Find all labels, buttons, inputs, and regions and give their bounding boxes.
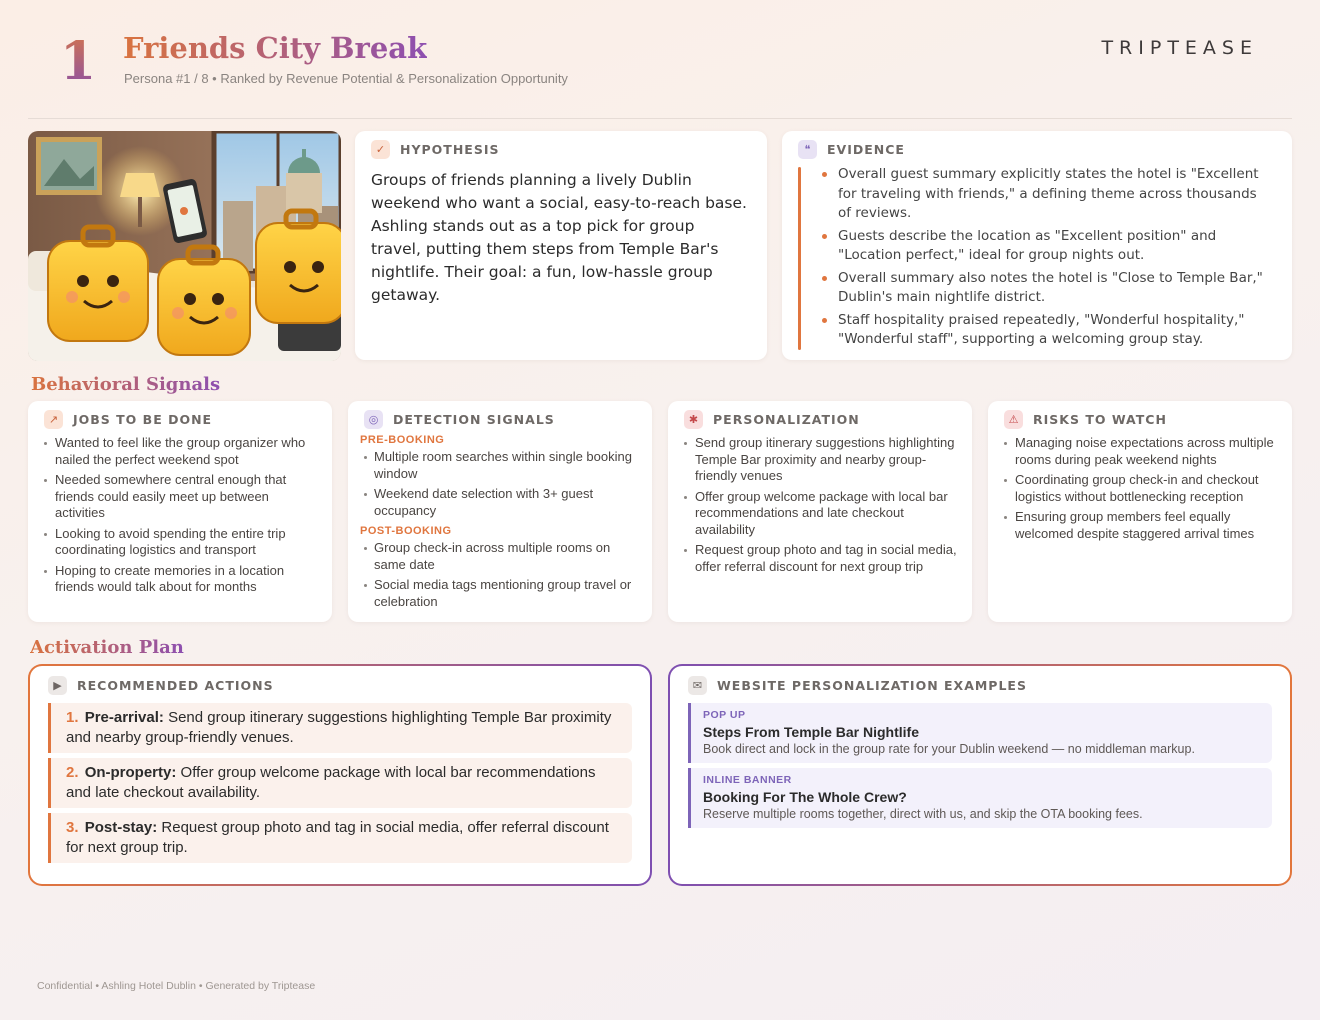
personalization-header (684, 410, 860, 429)
list-item: Group check-in across multiple rooms on same date (360, 540, 638, 573)
risks-list (1004, 435, 1278, 546)
action-text: Request group photo and tag in social media, offer referral discount for next group trip. (66, 819, 609, 856)
list-item: Managing noise expectations across multiple rooms during peak weekend nights (1004, 435, 1278, 468)
evidence-accent-bar (798, 167, 801, 350)
arrow-up-right-icon: ↗ (44, 410, 63, 429)
list-item: Looking to avoid spending the entire trip coordinating logistics and transport (44, 526, 318, 559)
recommended-label: RECOMMENDED ACTIONS (77, 678, 274, 693)
header (0, 0, 1320, 120)
evidence-card (782, 131, 1292, 360)
web-example-popup (688, 703, 1272, 763)
action-number: 2. (66, 764, 79, 781)
post-booking-label: POST-BOOKING (360, 525, 452, 537)
activation-plan-heading: Activation Plan (30, 637, 184, 658)
evidence-header (798, 140, 905, 159)
evidence-item: Staff hospitality praised repeatedly, "Wonderful hospitality," "Wonderful staff", supporting a welcoming group stay. (822, 311, 1272, 350)
header-divider (28, 118, 1292, 119)
recommended-actions-card (28, 664, 652, 886)
target-icon: ◎ (364, 410, 383, 429)
post-booking-list (360, 540, 638, 610)
list-item: Hoping to create memories in a location friends would talk about for months (44, 563, 318, 596)
website-personalization-card (668, 664, 1292, 886)
sparkle-icon: ✱ (684, 410, 703, 429)
list-item: Wanted to feel like the group organizer who nailed the perfect weekend spot (44, 435, 318, 468)
personalization-label: PERSONALIZATION (713, 412, 860, 427)
page-title: Friends City Break (123, 31, 428, 65)
footer: Confidential • Ashling Hotel Dublin • Generated by Triptease (37, 980, 316, 992)
action-post-stay (48, 813, 632, 863)
list-item: Ensuring group members feel equally welcomed despite staggered arrival times (1004, 509, 1278, 542)
page-subtitle: Persona #1 / 8 • Ranked by Revenue Potential & Personalization Opportunity (124, 71, 568, 86)
jobs-to-be-done-card (28, 401, 332, 622)
evidence-label: EVIDENCE (827, 142, 905, 157)
action-on-property (48, 758, 632, 808)
persona-illustration (28, 131, 341, 361)
evidence-item: Overall summary also notes the hotel is "Close to Temple Bar," Dublin's main nightlife district. (822, 269, 1272, 308)
risks-label: RISKS TO WATCH (1033, 412, 1167, 427)
personalization-card (668, 401, 972, 622)
evidence-item: Overall guest summary explicitly states the hotel is "Excellent for traveling with friends," a defining theme across thousands of reviews. (822, 165, 1272, 224)
personalization-list (684, 435, 958, 579)
list-item: Multiple room searches within single booking window (360, 449, 638, 482)
list-item: Offer group welcome package with local bar recommendations and late checkout availability (684, 489, 958, 539)
action-key: On-property: (84, 764, 177, 781)
detection-content (360, 434, 638, 616)
evidence-item: Guests describe the location as "Excellent position" and "Location perfect," ideal for group nights out. (822, 227, 1272, 266)
web-example-tag: INLINE BANNER (703, 774, 792, 786)
list-item: Needed somewhere central enough that friends could easily meet up between activities (44, 472, 318, 522)
detection-signals-card (348, 401, 652, 622)
check-icon: ✓ (371, 140, 390, 159)
hypothesis-card (355, 131, 767, 360)
persona-number: 1 (60, 31, 97, 92)
list-item: Weekend date selection with 3+ guest occupancy (360, 486, 638, 519)
pre-booking-list (360, 449, 638, 519)
web-example-desc: Book direct and lock in the group rate for your Dublin weekend — no middleman markup. (703, 742, 1195, 756)
web-example-desc: Reserve multiple rooms together, direct with us, and skip the OTA booking fees. (703, 807, 1143, 821)
brand-logo: TRIPTEASE (1101, 37, 1258, 59)
detection-label: DETECTION SIGNALS (393, 412, 555, 427)
web-example-title: Booking For The Whole Crew? (703, 789, 907, 805)
pre-booking-label: PRE-BOOKING (360, 434, 445, 446)
action-number: 1. (66, 709, 79, 726)
list-item: Social media tags mentioning group travel or celebration (360, 577, 638, 610)
jobs-header (44, 410, 212, 429)
action-pre-arrival (48, 703, 632, 753)
warning-icon: ⚠ (1004, 410, 1023, 429)
quote-icon: ❝ (798, 140, 817, 159)
action-key: Pre-arrival: (84, 709, 164, 726)
website-header (688, 676, 1027, 695)
list-item: Send group itinerary suggestions highlighting Temple Bar proximity and nearby group-friendly venues (684, 435, 958, 485)
mail-icon: ✉ (688, 676, 707, 695)
list-item: Coordinating group check-in and checkout logistics without bottlenecking reception (1004, 472, 1278, 505)
hypothesis-label: HYPOTHESIS (400, 142, 500, 157)
action-number: 3. (66, 819, 79, 836)
risks-card (988, 401, 1292, 622)
detection-header (364, 410, 555, 429)
list-item: Request group photo and tag in social media, offer referral discount for next group trip (684, 542, 958, 575)
risks-header (1004, 410, 1167, 429)
jobs-list (44, 435, 318, 600)
play-icon: ▶ (48, 676, 67, 695)
action-text: Send group itinerary suggestions highlighting Temple Bar proximity and nearby group-friendly venues. (66, 709, 612, 746)
recommended-header (48, 676, 274, 695)
behavioral-signals-heading: Behavioral Signals (31, 374, 221, 395)
jobs-label: JOBS TO BE DONE (73, 412, 213, 427)
website-label: WEBSITE PERSONALIZATION EXAMPLES (717, 678, 1027, 693)
action-text: Offer group welcome package with local bar recommendations and late checkout availability. (66, 764, 596, 801)
hypothesis-text: Groups of friends planning a lively Dublin weekend who want a social, easy-to-reach base. Ashling stands out as a top pick for group travel, putting them steps from Temple Bar's nightlife. Their goal: a fun, low-hassle group getaway. (371, 171, 747, 304)
action-key: Post-stay: (84, 819, 158, 836)
web-example-title: Steps From Temple Bar Nightlife (703, 724, 919, 740)
web-example-inline-banner (688, 768, 1272, 828)
hypothesis-header (371, 140, 499, 159)
web-example-tag: POP UP (703, 709, 746, 721)
evidence-list (822, 165, 1272, 353)
